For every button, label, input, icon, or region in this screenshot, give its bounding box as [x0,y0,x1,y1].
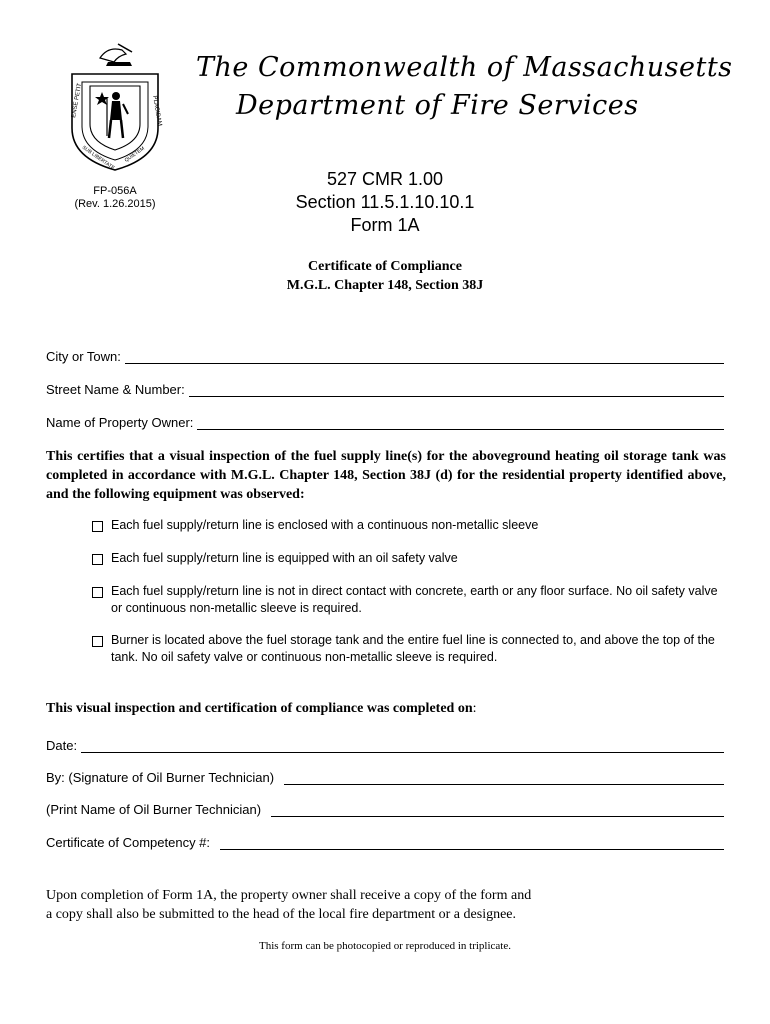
street-address-field[interactable] [46,379,724,397]
option-label: Each fuel supply/return line is equipped with an oil safety valve [111,551,458,565]
completion-heading-text: This visual inspection and certification of compliance was completed on [46,701,473,716]
reproduction-note: This form can be photocopied or reproduced in triplicate. [259,940,511,952]
svg-text:ENSE PETIT: ENSE PETIT [71,82,84,119]
option-label: Each fuel supply/return line is not in direct contact with concrete, earth or any floor surface. No oil safety valve or continuous non-metallic sleeve is required. [111,584,718,615]
completion-heading-colon: : [472,701,477,716]
svg-text:SUB LIBERTATE: SUB LIBERTATE [80,144,116,172]
certificate-statute: M.G.L. Chapter 148, Section 38J [286,278,484,293]
option-label: Each fuel supply/return line is enclosed with a continuous non-metallic sleeve [111,518,539,532]
checkbox-icon[interactable] [92,636,103,647]
svg-text:PLACIDAM: PLACIDAM [151,95,163,127]
field-label: Name of Property Owner: [46,415,194,430]
field-label: Street Name & Number: [46,382,185,397]
street-address-input[interactable] [189,383,724,397]
field-label: Date: [46,738,78,753]
option-label: Burner is located above the fuel storage tank and the entire fuel line is connected to, and above the top of the tank. No oil safety valve or continuous non-metallic sleeve is required. [111,633,715,664]
regulation-section: Section 11.5.1.10.10.1 [295,192,475,212]
certificate-title: Certificate of Compliance [308,259,462,274]
form-name: Form 1A [350,215,420,235]
form-revision: (Rev. 1.26.2015) [74,198,156,210]
property-owner-input[interactable] [197,416,724,430]
field-label: By: (Signature of Oil Burner Technician) [46,770,275,785]
property-owner-field[interactable] [46,412,724,430]
completion-heading [46,700,477,718]
massachusetts-seal-icon [60,40,170,175]
department-title: Department of Fire Services [236,90,639,121]
equipment-option[interactable] [92,583,722,617]
form-number: FP-056A [93,185,137,197]
technician-signature-field[interactable] [46,767,724,785]
certification-statement: This certifies that a visual inspection of the fuel supply line(s) for the aboveground heating oil storage tank was completed in accordance with M.G.L. Chapter 148, Section 38J (d) for the residential property identified above, and the following equipment was observed: [46,449,726,502]
date-input[interactable] [81,739,724,753]
form-identifier [60,185,170,211]
city-town-field[interactable] [46,346,724,364]
field-label: Certificate of Competency #: [46,835,211,850]
equipment-option[interactable] [92,517,722,534]
checkbox-icon[interactable] [92,554,103,565]
date-field[interactable] [46,735,724,753]
svg-text:QUIETEM: QUIETEM [123,145,146,164]
checkbox-icon[interactable] [92,587,103,598]
equipment-option[interactable] [92,632,722,666]
field-label: (Print Name of Oil Burner Technician) [46,802,262,817]
technician-print-name-field[interactable] [46,799,724,817]
field-label: City or Town: [46,349,121,364]
instructions-line: a copy shall also be submitted to the head of the local fire department or a designee. [46,907,517,922]
city-town-input[interactable] [125,350,724,364]
instructions-line: Upon completion of Form 1A, the property owner shall receive a copy of the form and [46,888,532,903]
checkbox-icon[interactable] [92,521,103,532]
certificate-competency-field[interactable] [46,832,724,850]
regulation-cmr: 527 CMR 1.00 [326,169,444,189]
equipment-option[interactable] [92,550,722,567]
completion-instructions [46,886,646,924]
technician-signature-input[interactable] [284,771,724,785]
commonwealth-title: The Commonwealth of Massachusetts [196,52,733,83]
technician-print-name-input[interactable] [271,803,724,817]
certificate-competency-input[interactable] [220,836,724,850]
